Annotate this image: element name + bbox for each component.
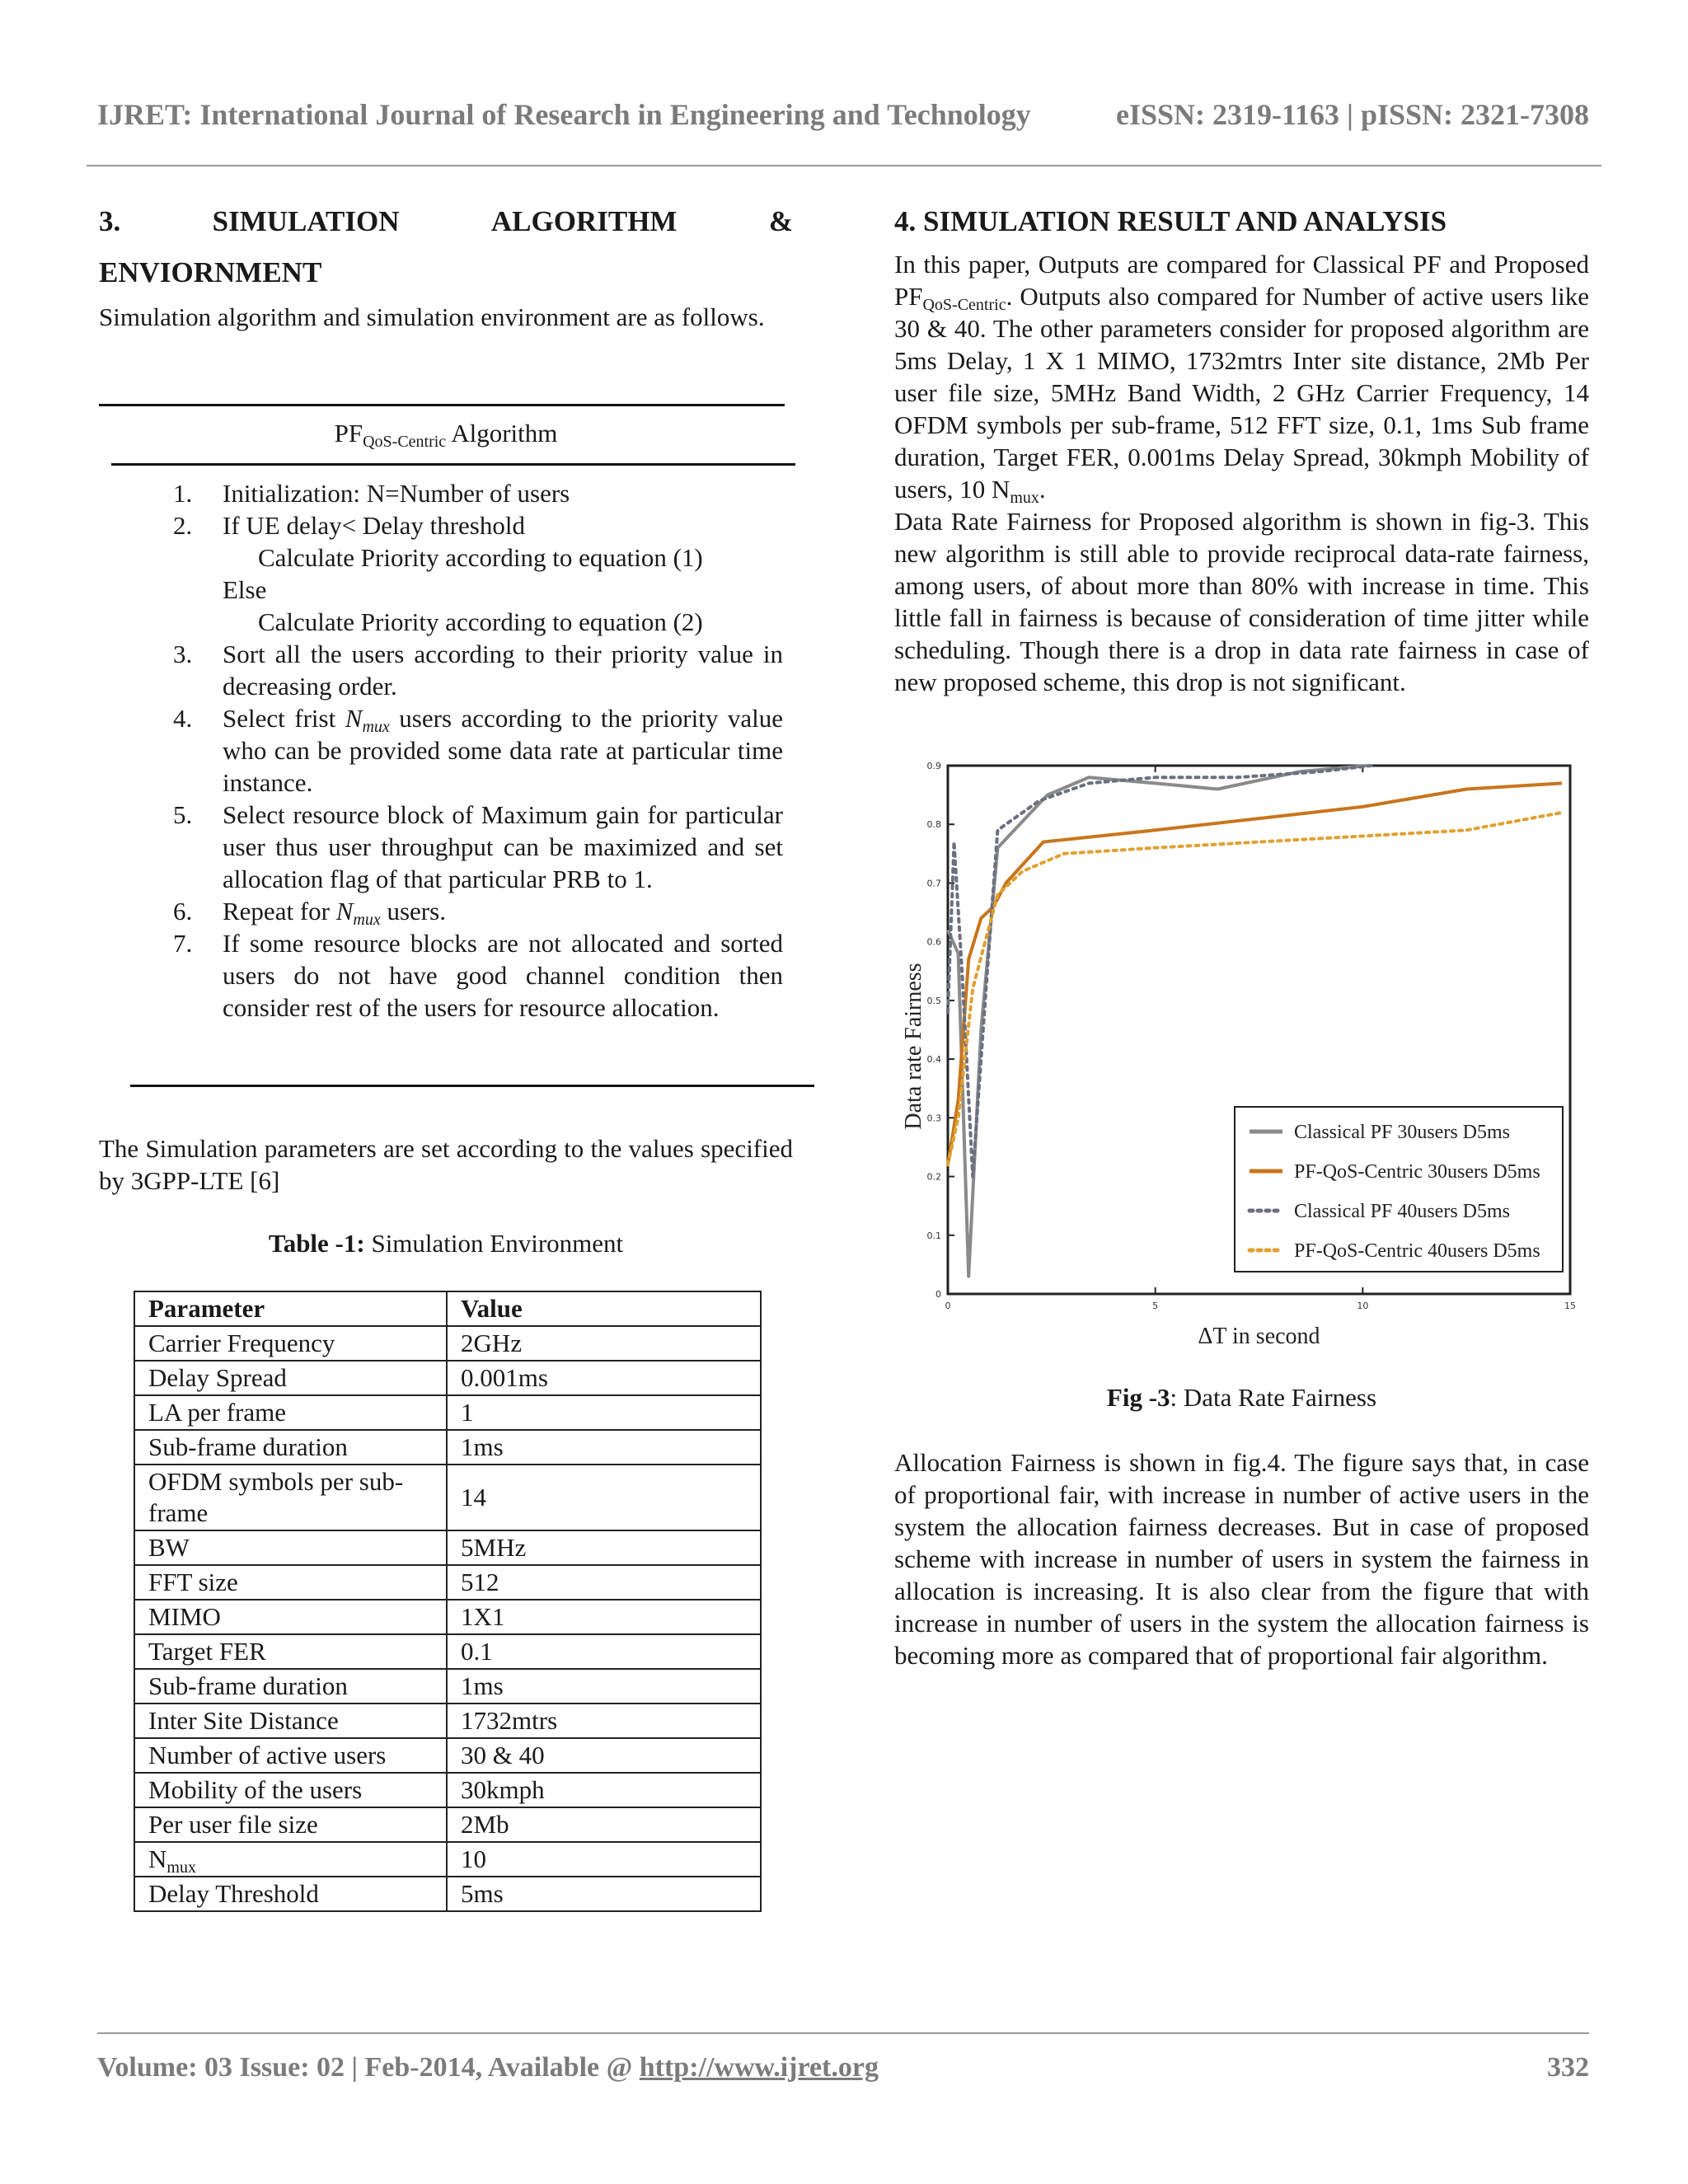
step-number: 2. — [173, 511, 193, 540]
table-caption-label: Table -1: — [268, 1229, 365, 1258]
algorithm-mid-rule — [111, 463, 795, 466]
algo-title-pf: PF — [334, 419, 363, 448]
results-paragraph-3: Allocation Fairness is shown in fig.4. The figure says that, in case of proportional fair, with increase in number of active users in the system the allocation fairness decreases. But in case of proposed scheme with increase in number of users in system the fairness in allocation is increasing. It is also clear from the figure that with increase in number of users in the system the allocation fairness is becoming more as compared that of proportional fair algorithm. — [894, 1448, 1589, 1670]
step-text: Calculate Priority according to equation (1) — [258, 543, 703, 572]
table-cell: FFT size — [134, 1565, 447, 1600]
algo-step — [99, 702, 783, 799]
title-part: SIMULATION — [212, 205, 400, 237]
title-part: 3. — [99, 205, 121, 237]
table-cell: Sub-frame duration — [134, 1430, 447, 1465]
y-tick-label: 0.8 — [926, 819, 941, 831]
p1-subscript: QoS-Centric — [922, 296, 1006, 314]
table-cell: Target FER — [134, 1634, 447, 1669]
journal-link[interactable]: http://www.ijret.org — [639, 2052, 879, 2083]
p1-subscript: mux — [1010, 489, 1039, 507]
nmux-subscript: mux — [166, 1858, 196, 1877]
table-row — [134, 1704, 761, 1738]
section-3-title-line2: ENVIORNMENT — [99, 256, 322, 288]
algorithm-steps — [99, 477, 783, 1024]
table-cell: MIMO — [134, 1600, 447, 1634]
x-tick-label: 15 — [1564, 1301, 1576, 1311]
params-intro: The Simulation parameters are set according to the values specified by 3GPP-LTE [6] — [99, 1134, 793, 1195]
step-text: users. — [380, 897, 446, 926]
nmux-symbol: N — [335, 897, 354, 926]
step-text: Select frist — [223, 704, 345, 733]
x-tick-label: 10 — [1357, 1301, 1369, 1311]
table-row — [134, 1669, 761, 1704]
step-number: 5. — [173, 800, 193, 829]
table-header: Value — [447, 1291, 761, 1326]
table-header: Parameter — [134, 1291, 447, 1326]
y-tick-label: 0.4 — [926, 1054, 941, 1066]
step-text: Sort all the users according to their priority value in decreasing order. — [223, 640, 783, 701]
issn-numbers: eISSN: 2319-1163 | pISSN: 2321-7308 — [1116, 98, 1589, 131]
algo-step — [99, 799, 783, 895]
table-cell: 5ms — [447, 1877, 761, 1911]
table-caption-text: Simulation Environment — [364, 1229, 624, 1258]
step-text: Initialization: N=Number of users — [223, 479, 570, 508]
table-cell: 1 — [447, 1395, 761, 1430]
figure-caption — [894, 1381, 1589, 1413]
table-cell: Carrier Frequency — [134, 1326, 447, 1361]
results-paragraph-2: Data Rate Fairness for Proposed algorithm is shown in fig-3. This new algorithm is still able to provide reciprocal data-rate fairness, among users, of about more than 80% with increase in time. This little fall in fairness is because of consideration of time jitter while scheduling. Though there is a drop in data rate fairness in case of new proposed scheme, this drop is not significant. — [894, 507, 1589, 696]
step-number: 6. — [173, 897, 193, 926]
table-caption — [99, 1227, 793, 1259]
step-text: Calculate Priority according to equation (2) — [258, 607, 703, 636]
algo-step — [99, 509, 783, 541]
p1-text: In this paper, Outputs are compared for Classical PF and Proposed PF — [894, 250, 1589, 311]
step-number: 4. — [173, 704, 193, 733]
table-cell: 1ms — [447, 1430, 761, 1465]
algo-step — [99, 606, 783, 638]
step-text: users according to the priority value who can be provided some data rate at particular time instance. — [223, 704, 783, 797]
table-row — [134, 1430, 761, 1465]
table-cell: 0.001ms — [447, 1361, 761, 1395]
table-cell: 2Mb — [447, 1807, 761, 1842]
y-axis-label: Data rate Fairness — [901, 963, 926, 1130]
table-row — [134, 1565, 761, 1600]
results-paragraph-1 — [894, 248, 1589, 505]
table-cell — [134, 1842, 447, 1877]
table-cell: BW — [134, 1530, 447, 1565]
simulation-table — [134, 1291, 762, 1912]
y-tick-label: 0.3 — [926, 1113, 941, 1124]
table-cell: 1X1 — [447, 1600, 761, 1634]
algo-step — [99, 927, 783, 1024]
page-footer — [97, 2052, 1589, 2083]
table-cell: Per user file size — [134, 1807, 447, 1842]
x-tick-label: 0 — [945, 1301, 951, 1311]
table-row — [134, 1530, 761, 1565]
left-column — [99, 202, 793, 333]
y-tick-label: 0.6 — [926, 936, 941, 948]
y-tick-label: 0.5 — [926, 995, 941, 1006]
legend-label: PF-QoS-Centric 30users D5ms — [1294, 1161, 1540, 1183]
table-row — [134, 1395, 761, 1430]
table-cell: 30 & 40 — [447, 1738, 761, 1773]
y-tick-label: 0.2 — [926, 1171, 941, 1183]
legend-label: PF-QoS-Centric 40users D5ms — [1294, 1240, 1540, 1262]
algo-title-sub: QoS-Centric — [363, 433, 447, 451]
section-3-intro: Simulation algorithm and simulation environment are as follows. — [99, 302, 765, 331]
table-row — [134, 1465, 761, 1530]
legend-label: Classical PF 40users D5ms — [1294, 1201, 1511, 1222]
table-row — [134, 1600, 761, 1634]
section-3-title — [99, 202, 793, 241]
nmux-symbol: N — [148, 1844, 167, 1873]
table-row — [134, 1877, 761, 1911]
table-cell: 5MHz — [447, 1530, 761, 1565]
legend-label: Classical PF 30users D5ms — [1294, 1122, 1511, 1143]
y-tick-label: 0 — [935, 1289, 941, 1300]
step-text: Repeat for — [223, 897, 336, 926]
table-row — [134, 1773, 761, 1807]
journal-name: IJRET: International Journal of Research in Engineering and Technology — [97, 98, 1031, 131]
table-cell: LA per frame — [134, 1395, 447, 1430]
title-part: ALGORITHM — [490, 205, 678, 237]
table-row — [134, 1807, 761, 1842]
nmux-symbol: N — [345, 704, 363, 733]
figure-caption-label: Fig -3 — [1106, 1383, 1170, 1412]
table-cell: 14 — [447, 1465, 761, 1530]
table-cell: Mobility of the users — [134, 1773, 447, 1807]
table-cell: Number of active users — [134, 1738, 447, 1773]
table-row — [134, 1634, 761, 1669]
table-row — [134, 1842, 761, 1877]
data-rate-fairness-chart — [894, 758, 1595, 1360]
table-cell: 30kmph — [447, 1773, 761, 1807]
section-4-title: 4. SIMULATION RESULT AND ANALYSIS — [894, 205, 1447, 237]
table-row — [134, 1361, 761, 1395]
p1-text: . — [1039, 475, 1046, 504]
step-text: If UE delay< Delay threshold — [223, 511, 525, 540]
table-cell: 2GHz — [447, 1326, 761, 1361]
table-row — [134, 1738, 761, 1773]
algo-step — [99, 574, 783, 606]
step-text: Else — [223, 575, 267, 604]
step-number: 3. — [173, 640, 193, 668]
table-cell: 1732mtrs — [447, 1704, 761, 1738]
title-part: & — [768, 205, 793, 237]
table-cell: Delay Spread — [134, 1361, 447, 1395]
right-column — [894, 202, 1589, 698]
table-cell: Inter Site Distance — [134, 1704, 447, 1738]
table-cell: OFDM symbols per sub-frame — [134, 1465, 447, 1530]
step-number: 7. — [173, 929, 193, 958]
algorithm-title — [99, 417, 793, 449]
algo-step — [99, 477, 783, 509]
nmux-subscript: mux — [353, 911, 381, 929]
algo-title-rest: Algorithm — [446, 419, 558, 448]
table-cell: 10 — [447, 1842, 761, 1877]
nmux-subscript: mux — [362, 718, 390, 736]
algorithm-bottom-rule — [130, 1085, 814, 1087]
p1-text: . Outputs also compared for Number of active users like 30 & 40. The other parameters consider for proposed algorithm are 5ms Delay, 1 X 1 MIMO, 1732mtrs Inter site distance, 2Mb Per user file size, 5MHz Band Width, 2 GHz Carrier Frequency, 14 OFDM symbols per sub-frame, 512 FFT size, 0.1, 1ms Sub frame duration, Target FER, 0.001ms Delay Spread, 30kmph Mobility of users, 10 N — [894, 282, 1589, 504]
y-tick-label: 0.9 — [926, 761, 941, 771]
x-axis-label: ΔT in second — [1198, 1324, 1320, 1349]
step-text: Select resource block of Maximum gain for particular user thus user throughput can be maximized and set allocation flag of that particular PRB to 1. — [223, 800, 783, 893]
table-cell: Sub-frame duration — [134, 1669, 447, 1704]
step-number: 1. — [173, 479, 193, 508]
figure-caption-text: : Data Rate Fairness — [1170, 1383, 1377, 1412]
volume-info: Volume: 03 Issue: 02 | Feb-2014, Available @ — [97, 2052, 640, 2083]
table-cell: Delay Threshold — [134, 1877, 447, 1911]
table-cell: 0.1 — [447, 1634, 761, 1669]
header-divider — [87, 165, 1601, 166]
running-header — [97, 97, 1589, 132]
page-number: 332 — [1547, 2052, 1589, 2083]
table-row — [134, 1326, 761, 1361]
y-tick-label: 0.7 — [926, 878, 941, 889]
algo-step — [99, 638, 783, 702]
footer-divider — [97, 2032, 1589, 2034]
y-tick-label: 0.1 — [926, 1230, 941, 1241]
table-header-row — [134, 1291, 761, 1326]
step-text: If some resource blocks are not allocated and sorted users do not have good channel condition then consider rest of the users for resource allocation. — [223, 929, 783, 1022]
algo-step — [99, 895, 783, 927]
table-cell: 1ms — [447, 1669, 761, 1704]
algo-step — [99, 541, 783, 574]
table-cell: 512 — [447, 1565, 761, 1600]
algorithm-top-rule — [99, 404, 785, 406]
x-tick-label: 5 — [1152, 1301, 1159, 1311]
